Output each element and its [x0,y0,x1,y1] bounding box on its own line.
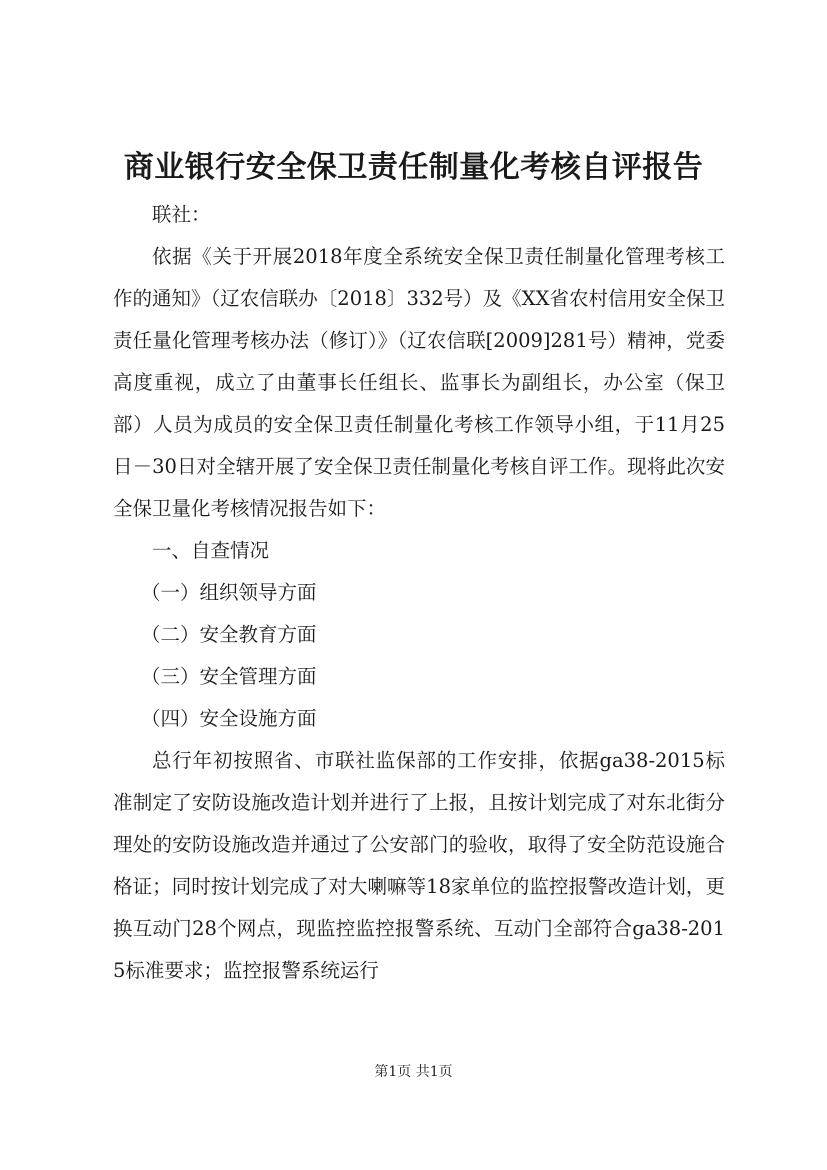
document-body [113,194,725,992]
intro-paragraph: 依据《关于开展2018年度全系统安全保卫责任制量化管理考核工作的通知》（辽农信联办〔2018〕332号）及《XX省农村信用安全保卫责任量化管理考核办法（修订）》（辽农信联[2009]281号）精神，党委高度重视，成立了由董事长任组长、监事长为副组长，办公室（保卫部）人员为成员的安全保卫责任制量化考核工作领导小组，于11月25日－30日对全辖开展了安全保卫责任制量化考核自评工作。现将此次安全保卫量化考核情况报告如下： [113,245,725,520]
subsection-facilities: （四）安全设施方面 [141,707,317,730]
salutation: 联社： [152,203,211,226]
page-number: 第1页 共1页 [374,1064,453,1080]
section-heading-self-check: 一、自查情况 [152,539,270,562]
document-title: 商业银行安全保卫责任制量化考核自评报告 [123,150,704,185]
subsection-organization: （一）组织领导方面 [141,581,317,604]
subsection-management: （三）安全管理方面 [141,665,317,688]
subsection-education: （二）安全教育方面 [141,623,317,646]
facilities-paragraph: 总行年初按照省、市联社监保部的工作安排，依据ga38-2015标准制定了安防设施改造计划并进行了上报，且按计划完成了对东北街分理处的安防设施改造并通过了公安部门的验收，取得了安全防范设施合格证；同时按计划完成了对大喇嘛等18家单位的监控报警改造计划，更换互动门28个网点，现监控监控报警系统、互动门全部符合ga38-2015标准要求；监控报警系统运行 [113,749,725,982]
